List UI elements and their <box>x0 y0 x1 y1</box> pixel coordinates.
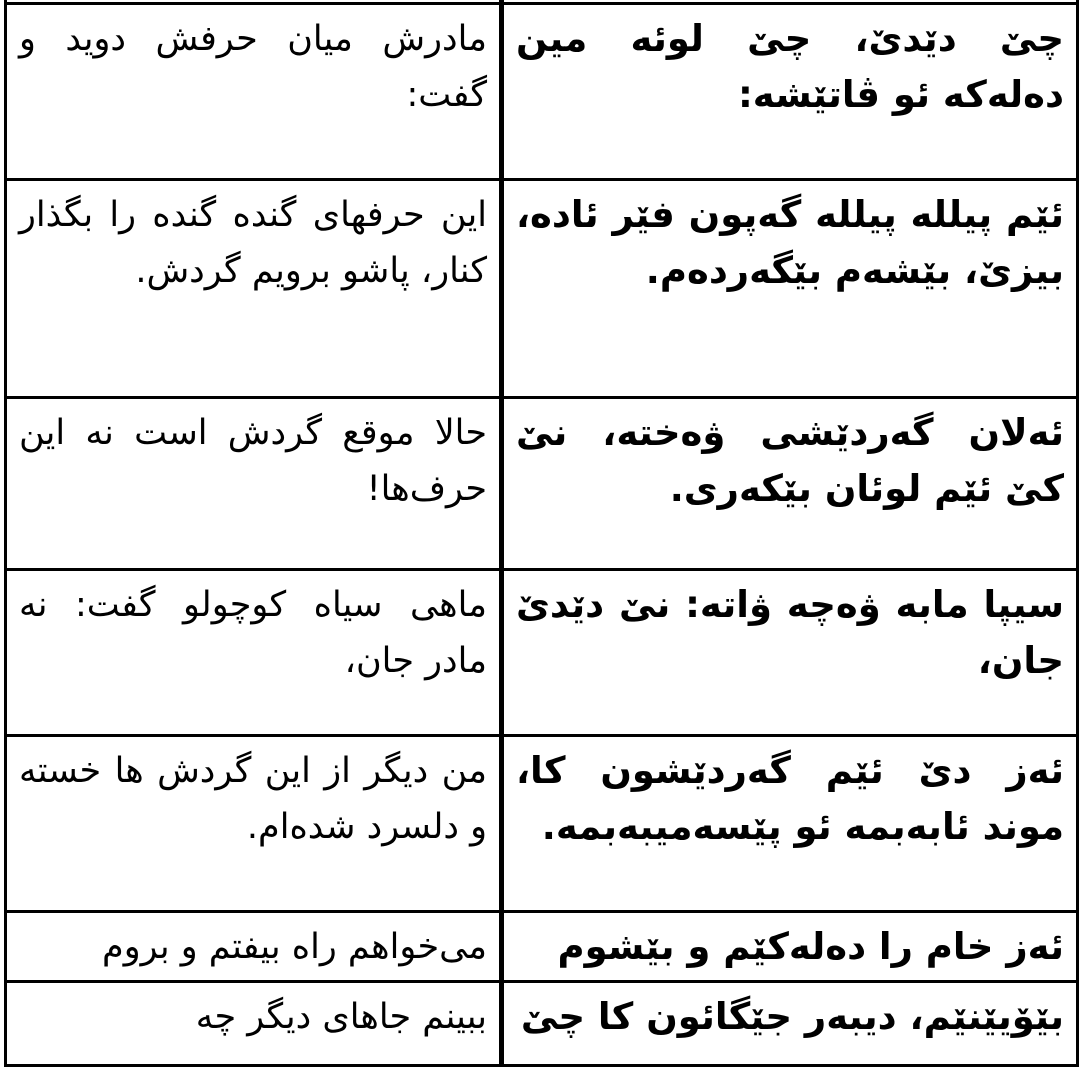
kurdish-cell: ئێم پیلله پیلله گەپون فێر ئاده، بیزێ، بێشەم بێگەردەم. <box>502 180 1078 398</box>
kurdish-cell: ئەلان گەردێشی ۋەختە، نێ کێ ئێم لوئان بێکەری. <box>502 398 1078 570</box>
kurdish-cell: بێۆیێنێم، دیبەر جێگائون کا چێ <box>502 982 1078 1066</box>
kurdish-cell: چێ دێدێ، چێ لوئه مین دەلەکە ئو ڤاتێشه: <box>502 4 1078 180</box>
persian-cell: این حرفهای گنده گنده را بگذار کنار، پاشو برویم گردش. <box>6 180 502 398</box>
table-row <box>6 570 1078 736</box>
bilingual-table <box>4 0 1079 1067</box>
kurdish-cell: ئەز خام را دەلەکێم و بێشوم <box>502 912 1078 982</box>
persian-cell: من دیگر از این گردش ها خسته و دلسرد شده‌ام. <box>6 736 502 912</box>
persian-cell: ببینم جاهای دیگر چه <box>6 982 502 1066</box>
persian-cell: می‌خواهم راه بیفتم و بروم <box>6 912 502 982</box>
table-row <box>6 736 1078 912</box>
table-row <box>6 180 1078 398</box>
kurdish-cell: سیپا مابە ۋەچە ۋاتە: نێ دێدێ جان، <box>502 570 1078 736</box>
persian-cell: حالا موقع گردش است نه این حرف‌ها! <box>6 398 502 570</box>
persian-cell: ماهی سیاه کوچولو گفت: نه مادر جان، <box>6 570 502 736</box>
table-row <box>6 982 1078 1066</box>
table-row <box>6 912 1078 982</box>
table-row <box>6 4 1078 180</box>
table-row <box>6 398 1078 570</box>
persian-cell: مادرش میان حرفش دوید و گفت: <box>6 4 502 180</box>
kurdish-cell: ئەز دێ ئێم گەردێشون کا، موند ئابەبمە ئو پێسەمیبەبمە. <box>502 736 1078 912</box>
